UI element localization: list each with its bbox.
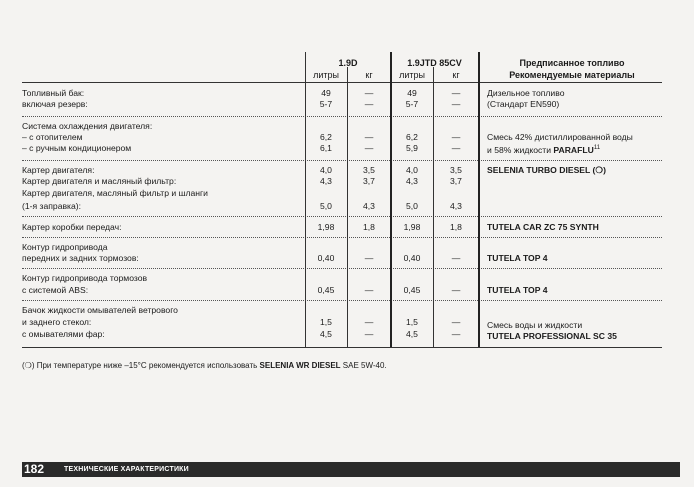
table-bottom-rule	[22, 347, 662, 348]
abs-v1: 0,45	[317, 285, 335, 295]
section-title: ТЕХНИЧЕСКИЕ ХАРАКТЕРИСТИКИ	[64, 466, 189, 473]
gearbox-v3: 1,98	[403, 222, 421, 232]
row-tank-label-1: Топливный бак:	[22, 88, 85, 98]
hub-v2: —	[364, 253, 374, 263]
engine-v4-c: 4,3	[450, 201, 462, 211]
row-divider	[22, 237, 662, 238]
row-divider	[22, 116, 662, 117]
row-hub-label-2: передних и задних тормозов:	[22, 253, 139, 263]
gearbox-v4: 1,8	[450, 222, 462, 232]
engine-v4-a: 3,5	[450, 165, 462, 175]
footnote-suffix: SAE 5W-40.	[340, 361, 387, 370]
row-cooling-label-2: – с отопителем	[22, 132, 83, 142]
hub-v3: 0,40	[403, 253, 421, 263]
engine-v1-b: 4,3	[320, 176, 332, 186]
engine-v2-c: 4,3	[363, 201, 375, 211]
cooling-v1-a: 6,2	[320, 132, 332, 142]
footnote-prefix: (❍) При температуре ниже –15°C рекомендуется использовать	[22, 361, 260, 370]
tank-v3-b: 5-7	[405, 99, 419, 109]
fuel-header-line1: Предписанное топливо	[519, 58, 625, 68]
column-divider	[390, 52, 392, 347]
cooling-fuel-2-sup: 11	[593, 145, 601, 151]
cooling-v4-b: —	[451, 143, 461, 153]
unit-liters-1: литры	[313, 70, 339, 80]
washer-v2-a: —	[364, 317, 374, 327]
row-washer-label-2: и заднего стекол:	[22, 317, 92, 327]
unit-kg-1: кг	[365, 70, 373, 80]
column-divider	[305, 52, 306, 347]
row-gearbox-label: Картер коробки передач:	[22, 222, 122, 232]
tank-fuel-2: (Стандарт EN590)	[487, 99, 560, 109]
row-hub-label-1: Контур гидропривода	[22, 242, 108, 252]
cooling-v4-a: —	[451, 132, 461, 142]
abs-v2: —	[364, 285, 374, 295]
engine-v3-c: 5,0	[406, 201, 418, 211]
engine-v1-a: 4,0	[320, 165, 332, 175]
washer-v3-a: 1,5	[406, 317, 418, 327]
engine-v3-a: 4,0	[406, 165, 418, 175]
cooling-v1-b: 6,1	[320, 143, 332, 153]
row-engine-label-4: (1-я заправка):	[22, 201, 82, 211]
cooling-v2-a: —	[364, 132, 374, 142]
row-divider	[22, 268, 662, 269]
washer-v1-a: 1,5	[320, 317, 332, 327]
column-divider	[478, 52, 480, 347]
row-washer-label-3: с омывателями фар:	[22, 329, 105, 339]
abs-v3: 0,45	[403, 285, 421, 295]
tank-v4-b: —	[451, 99, 461, 109]
cooling-fuel-2-prefix: и 58% жидкости	[487, 144, 554, 155]
hub-fuel: TUTELA TOP 4	[487, 253, 548, 263]
washer-fuel-1: Смесь воды и жидкости	[487, 320, 583, 330]
hub-v4: —	[451, 253, 461, 263]
washer-fuel-2: TUTELA PROFESSIONAL SC 35	[487, 331, 617, 341]
tank-fuel-1: Дизельное топливо	[487, 88, 565, 98]
row-divider	[22, 216, 662, 217]
footnote-brand: SELENIA WR DIESEL	[259, 361, 341, 370]
cooling-v3-b: 5,9	[406, 143, 418, 153]
row-engine-label-2: Картер двигателя и масляный фильтр:	[22, 176, 177, 186]
fuel-header-line2: Рекомендуемые материалы	[509, 70, 635, 80]
unit-liters-2: литры	[399, 70, 425, 80]
engine-v3-b: 4,3	[406, 176, 418, 186]
column-divider	[347, 67, 348, 347]
cooling-fuel-1: Смесь 42% дистиллированной воды	[487, 132, 633, 142]
tank-v1-a: 49	[321, 88, 331, 98]
engine-v4-b: 3,7	[450, 176, 462, 186]
washer-v3-b: 4,5	[406, 329, 418, 339]
abs-v4: —	[451, 285, 461, 295]
washer-v2-b: —	[364, 329, 374, 339]
cooling-fuel-2	[487, 143, 600, 156]
model-1-header: 1.9D	[338, 58, 358, 68]
gearbox-fuel: TUTELA CAR ZC 75 SYNTH	[487, 222, 599, 232]
tank-v2-a: —	[364, 88, 374, 98]
footnote	[22, 360, 387, 371]
engine-fuel: SELENIA TURBO DIESEL (❍)	[487, 165, 606, 175]
row-divider	[22, 300, 662, 301]
row-cooling-label-3: – с ручным кондиционером	[22, 143, 132, 153]
cooling-v3-a: 6,2	[406, 132, 418, 142]
model-2-header: 1.9JTD 85CV	[407, 58, 462, 68]
tank-v4-a: —	[451, 88, 461, 98]
unit-kg-2: кг	[452, 70, 460, 80]
tank-v1-b: 5-7	[319, 99, 333, 109]
engine-v1-c: 5,0	[320, 201, 332, 211]
tank-v2-b: —	[364, 99, 374, 109]
row-engine-label-3: Картер двигателя, масляный фильтр и шланги	[22, 188, 208, 198]
gearbox-v2: 1,8	[363, 222, 375, 232]
tank-v3-a: 49	[407, 88, 417, 98]
row-tank-label-2: включая резерв:	[22, 99, 88, 109]
column-divider	[433, 67, 434, 347]
header-rule	[22, 82, 662, 83]
washer-v4-a: —	[451, 317, 461, 327]
page-number: 182	[24, 462, 45, 476]
hub-v1: 0,40	[317, 253, 335, 263]
gearbox-v1: 1,98	[317, 222, 335, 232]
cooling-fuel-2-brand: PARAFLU	[553, 144, 594, 155]
row-abs-label-1: Контур гидропривода тормозов	[22, 273, 148, 283]
abs-fuel: TUTELA TOP 4	[487, 285, 548, 295]
washer-v4-b: —	[451, 329, 461, 339]
row-abs-label-2: с системой ABS:	[22, 285, 89, 295]
row-divider	[22, 160, 662, 161]
engine-v2-a: 3,5	[363, 165, 375, 175]
row-engine-label-1: Картер двигателя:	[22, 165, 95, 175]
cooling-v2-b: —	[364, 143, 374, 153]
row-cooling-label-1: Система охлаждения двигателя:	[22, 121, 153, 131]
row-washer-label-1: Бачок жидкости омывателей ветрового	[22, 305, 178, 315]
engine-v2-b: 3,7	[363, 176, 375, 186]
washer-v1-b: 4,5	[320, 329, 332, 339]
